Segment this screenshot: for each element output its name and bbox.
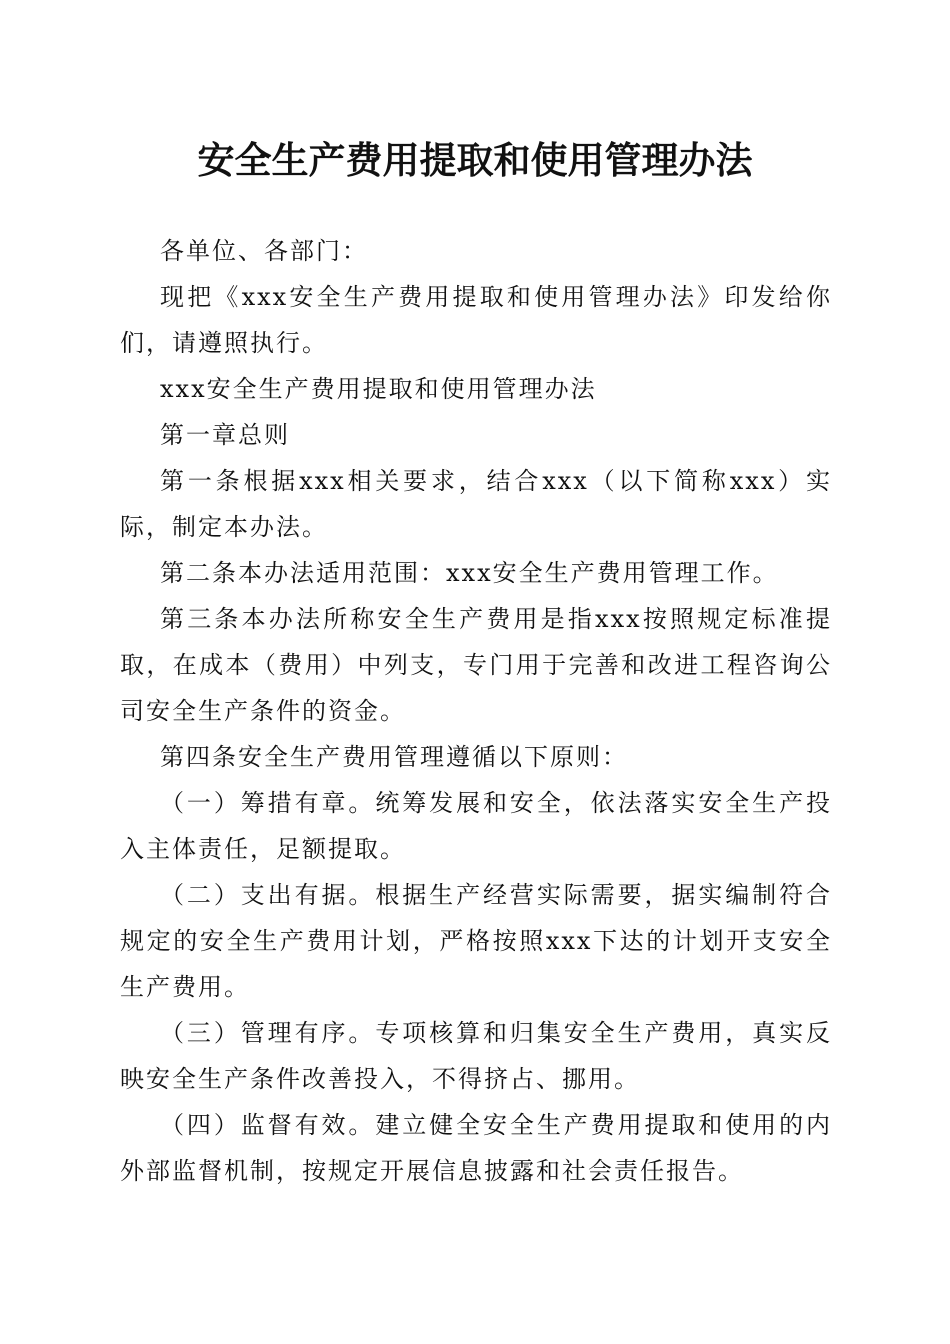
document-body xyxy=(120,228,832,1194)
article-4: 第四条安全生产费用管理遵循以下原则： xyxy=(160,743,628,771)
principle-1: （一）筹措有章。统筹发展和安全，依法落实安全生产投入主体责任，足额提取。 xyxy=(120,789,832,863)
article-3: 第三条本办法所称安全生产费用是指xxx按照规定标准提取，在成本（费用）中列支，专门用于完善和改进工程咨询公司安全生产条件的资金。 xyxy=(120,605,832,725)
subtitle-paragraph: xxx安全生产费用提取和使用管理办法 xyxy=(160,375,597,403)
principle-3: （三）管理有序。专项核算和归集安全生产费用，真实反映安全生产条件改善投入，不得挤占、挪用。 xyxy=(120,1019,832,1093)
chapter-heading: 第一章总则 xyxy=(160,421,290,449)
article-2: 第二条本办法适用范围：xxx安全生产费用管理工作。 xyxy=(160,559,779,587)
salutation: 各单位、各部门： xyxy=(160,237,368,265)
principle-4: （四）监督有效。建立健全安全生产费用提取和使用的内外部监督机制，按规定开展信息披露和社会责任报告。 xyxy=(120,1111,832,1185)
article-1: 第一条根据xxx相关要求，结合xxx（以下简称xxx）实际，制定本办法。 xyxy=(120,467,832,541)
document-title: 安全生产费用提取和使用管理办法 xyxy=(197,138,753,182)
principle-2: （二）支出有据。根据生产经营实际需要，据实编制符合规定的安全生产费用计划，严格按照xxx下达的计划开支安全生产费用。 xyxy=(120,881,832,1001)
intro-paragraph: 现把《xxx安全生产费用提取和使用管理办法》印发给你们，请遵照执行。 xyxy=(120,283,832,357)
